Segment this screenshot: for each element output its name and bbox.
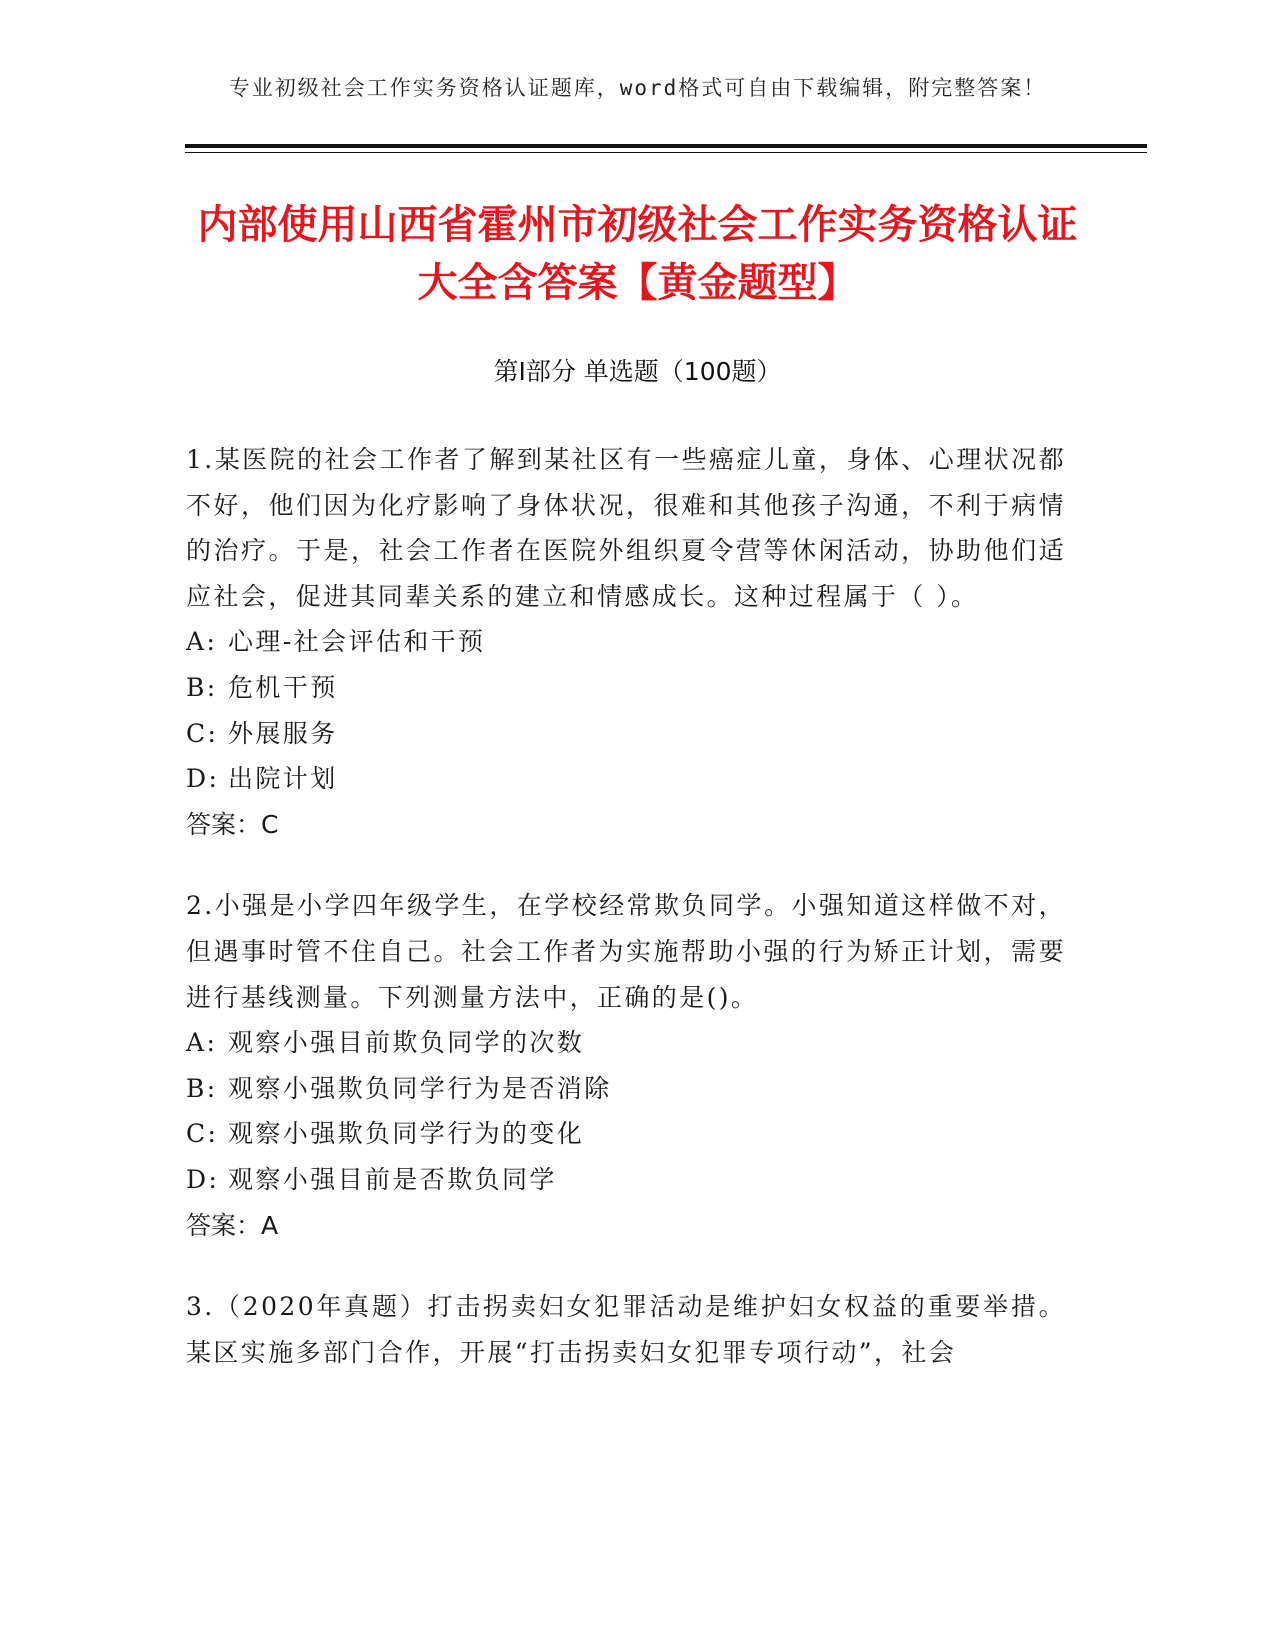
- option-text: 观察小强目前是否欺负同学: [228, 1164, 557, 1194]
- option-letter: B:: [186, 672, 218, 702]
- option-d: [186, 1157, 1066, 1203]
- document-title: 内部使用山西省霍州市初级社会工作实务资格认证大全含答案【黄金题型】: [197, 202, 1078, 306]
- question-1: [186, 437, 1066, 847]
- header-divider-thin: [185, 152, 1147, 153]
- option-text: 出院计划: [228, 764, 338, 794]
- answer-text: 答案：A: [186, 1210, 279, 1240]
- option-d: [186, 756, 1066, 802]
- question-stem: 1.某医院的社会工作者了解到某社区有一些癌症儿童，身体、心理状况都不好，他们因为化疗影响了身体状况，很难和其他孩子沟通，不利于病情的治疗。于是，社会工作者在医院外组织夏令营等休闲活动，协助他们适应社会，促进其同辈关系的建立和情感成长。这种过程属于（ ）。: [186, 445, 1066, 611]
- option-letter: C:: [186, 718, 219, 748]
- option-c: [186, 711, 1066, 757]
- section-title: 第Ⅰ部分 单选题（100题）: [493, 357, 782, 386]
- option-letter: A:: [186, 1028, 218, 1058]
- option-b: [186, 665, 1066, 711]
- option-a: [186, 1020, 1066, 1066]
- option-text: 心理-社会评估和干预: [228, 627, 486, 657]
- option-letter: D:: [186, 1164, 220, 1194]
- question-3: [186, 1284, 1066, 1375]
- question-stem: 2.小强是小学四年级学生，在学校经常欺负同学。小强知道这样做不对，但遇事时管不住自己。社会工作者为实施帮助小强的行为矫正计划，需要进行基线测量。下列测量方法中，正确的是()。: [186, 891, 1066, 1012]
- answer-text: 答案：C: [186, 809, 279, 839]
- option-letter: B:: [186, 1073, 218, 1103]
- option-text: 危机干预: [228, 672, 338, 702]
- option-text: 观察小强目前欺负同学的次数: [228, 1028, 585, 1058]
- option-letter: A:: [186, 627, 218, 657]
- option-letter: C:: [186, 1119, 219, 1149]
- option-text: 外展服务: [228, 718, 338, 748]
- question-list: [186, 437, 1066, 1411]
- option-text: 观察小强欺负同学行为是否消除: [228, 1073, 612, 1103]
- header-divider-thick: [185, 144, 1147, 148]
- question-2: [186, 883, 1066, 1248]
- option-c: [186, 1111, 1066, 1157]
- option-a: [186, 619, 1066, 665]
- option-b: [186, 1066, 1066, 1112]
- option-text: 观察小强欺负同学行为的变化: [228, 1119, 585, 1149]
- question-stem: 3.（2020年真题）打击拐卖妇女犯罪活动是维护妇女权益的重要举措。某区实施多部门合作，开展“打击拐卖妇女犯罪专项行动”，社会: [186, 1292, 1066, 1367]
- option-letter: D:: [186, 764, 220, 794]
- page-header: 专业初级社会工作实务资格认证题库，word格式可自由下载编辑，附完整答案！: [228, 76, 1047, 100]
